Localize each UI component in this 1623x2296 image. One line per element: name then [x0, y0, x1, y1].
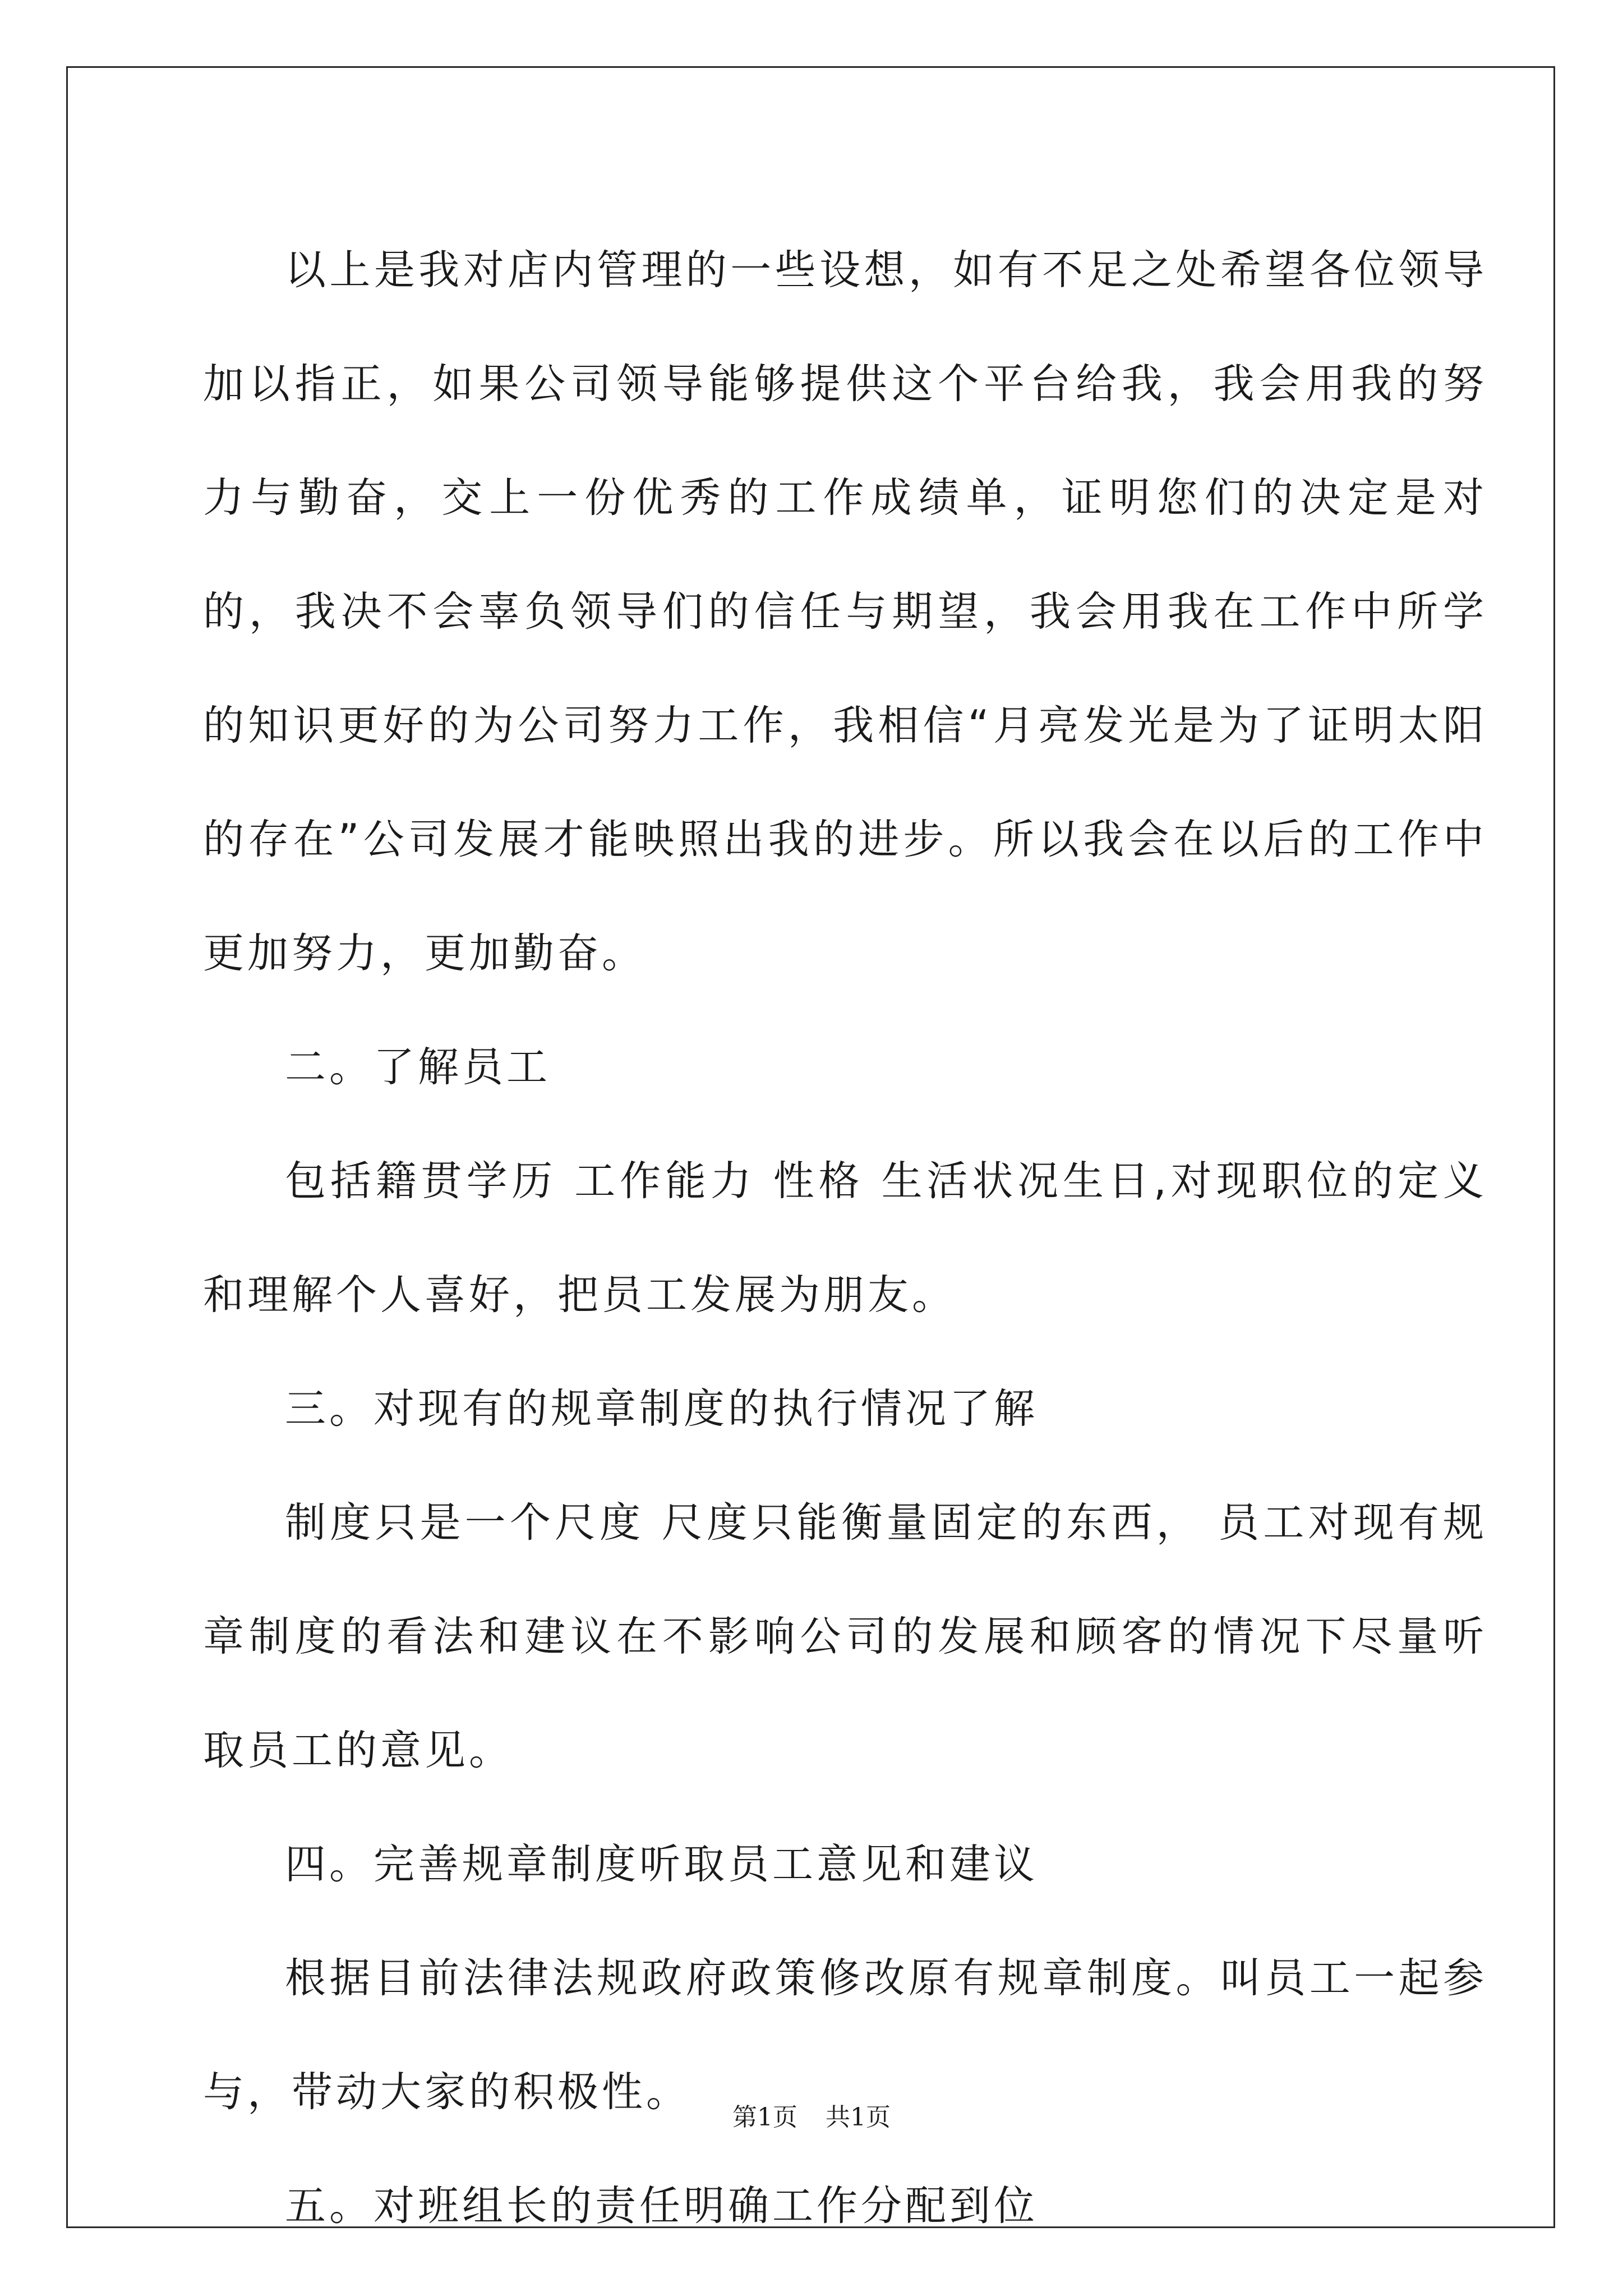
heading-improve-rules: 四。完善规章制度听取员工意见和建议 — [285, 1841, 1038, 1888]
heading-team-leader: 五。对班组长的责任明确工作分配到位 — [285, 2182, 1038, 2230]
heading-understand-staff: 二。了解员工 — [285, 1043, 551, 1091]
paragraph-rules-opinion: 制度只是一个尺度 尺度只能衡量固定的东西， 员工对现有规章制度的看法和建议在不影响公司的发展和顾客的情况下尽量听取员工的意见。 — [203, 1499, 1487, 1774]
paragraph-revise-rules: 根据目前法律法规政府政策修改原有规章制度。叫员工一起参与，带动大家的积极性。 — [203, 1954, 1487, 2116]
heading-rules-execution: 三。对现有的规章制度的执行情况了解 — [285, 1385, 1038, 1433]
paragraph-staff-details: 包括籍贯学历 工作能力 性格 生活状况生日,对现职位的定义和理解个人喜好，把员工发展为朋友。 — [203, 1157, 1487, 1319]
page-number: 第1页 — [732, 2103, 797, 2132]
document-body — [203, 213, 1487, 2263]
paragraph-management-ideas: 以上是我对店内管理的一些设想，如有不足之处希望各位领导加以指正，如果公司领导能够提供这个平台给我，我会用我的努力与勤奋，交上一份优秀的工作成绩单，证明您们的决定是对的，我决不会辜负领导们的信任与期望，我会用我在工作中所学的知识更好的为公司努力工作，我相信“月亮发光是为了证明太阳的存在”公司发展才能映照出我的进步。所以我会在以后的工作中更加努力，更加勤奋。 — [203, 246, 1487, 977]
page-total: 共1页 — [826, 2103, 891, 2132]
page-footer — [0, 2097, 1623, 2133]
